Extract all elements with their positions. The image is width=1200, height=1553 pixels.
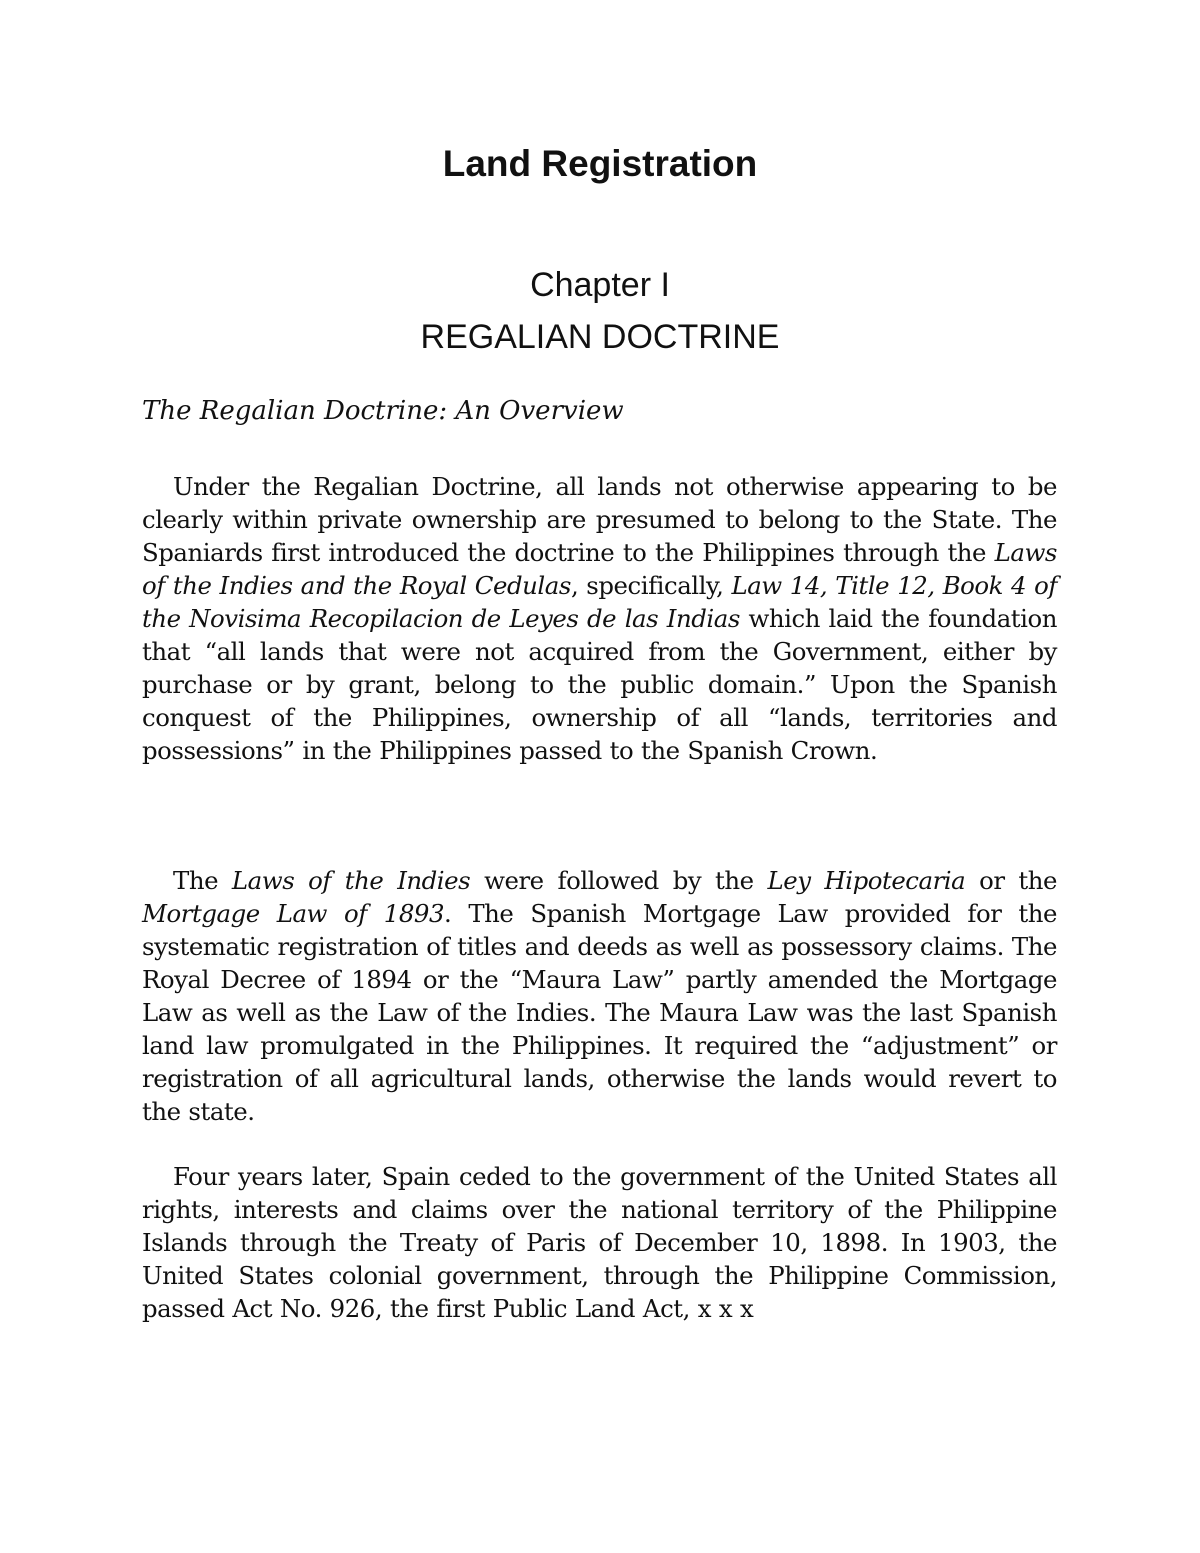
paragraph-2-text-3: or the <box>965 866 1057 895</box>
paragraph-2-italic-laws-of-the-indies: Laws of the Indies <box>231 866 471 895</box>
chapter-name: REGALIAN DOCTRINE <box>420 318 780 356</box>
paragraph-2-text-4: . The Spanish Mortgage Law provided for the systematic registration of titles and deeds as well as possessory claims. The Royal Decree of 1894 or the “Maura Law” partly amended the Mortgage Law as well as the Law of the Indies. The Maura Law was the last Spanish land law promulgated in the Philippines. It required the “adjustment” or registration of all agricultural lands, otherwise the lands would revert to the state. <box>142 899 1057 1126</box>
paragraph-2-italic-mortgage-law: Mortgage Law of 1893 <box>142 899 445 928</box>
paragraph-2-text-1: The <box>173 866 232 895</box>
paragraph-3-text-1: Four years later, Spain ceded to the government of the United States all rights, interests and claims over the national territory of the Philippine Islands through the Treaty of Paris of December 10, 1898. In 1903, the United States colonial government, through the Philippine Commission, passed Act No. 926, the first Public Land Act, x x x <box>142 1162 1057 1323</box>
paragraph-1-text-1: Under the Regalian Doctrine, all lands not otherwise appearing to be clearly within private ownership are presumed to belong to the State. The Spaniards first introduced the doctrine to the Philippines through the <box>142 472 1057 567</box>
paragraph-2-text-2: were followed by the <box>470 866 768 895</box>
paragraph-1-italic-laws-of-the-indies: Laws of the Indies and the Royal Cedulas <box>142 538 1057 600</box>
paragraph-1-italic-novisima-recopilacion: Law 14, Title 12, Book 4 of the Novisima Recopilacion de Leyes de las Indias <box>142 571 1057 633</box>
paragraph-2-italic-ley-hipotecaria: Ley Hipotecaria <box>767 866 966 895</box>
document-title: Land Registration <box>442 143 758 184</box>
chapter-number: Chapter I <box>530 266 670 304</box>
paragraph-1-text-2: , specifically, <box>570 571 732 600</box>
paragraph-1-text-3: which laid the foundation that “all lands that were not acquired from the Government, either by purchase or by grant, belong to the public domain.” Upon the Spanish conquest of the Philippines, ownership of all “lands, territories and possessions” in the Philippines passed to the Spanish Crown. <box>142 604 1057 765</box>
paragraph-3 <box>142 1160 1057 1325</box>
section-heading: The Regalian Doctrine: An Overview <box>142 396 624 426</box>
paragraph-1 <box>142 470 1057 767</box>
paragraph-2 <box>142 864 1057 1128</box>
